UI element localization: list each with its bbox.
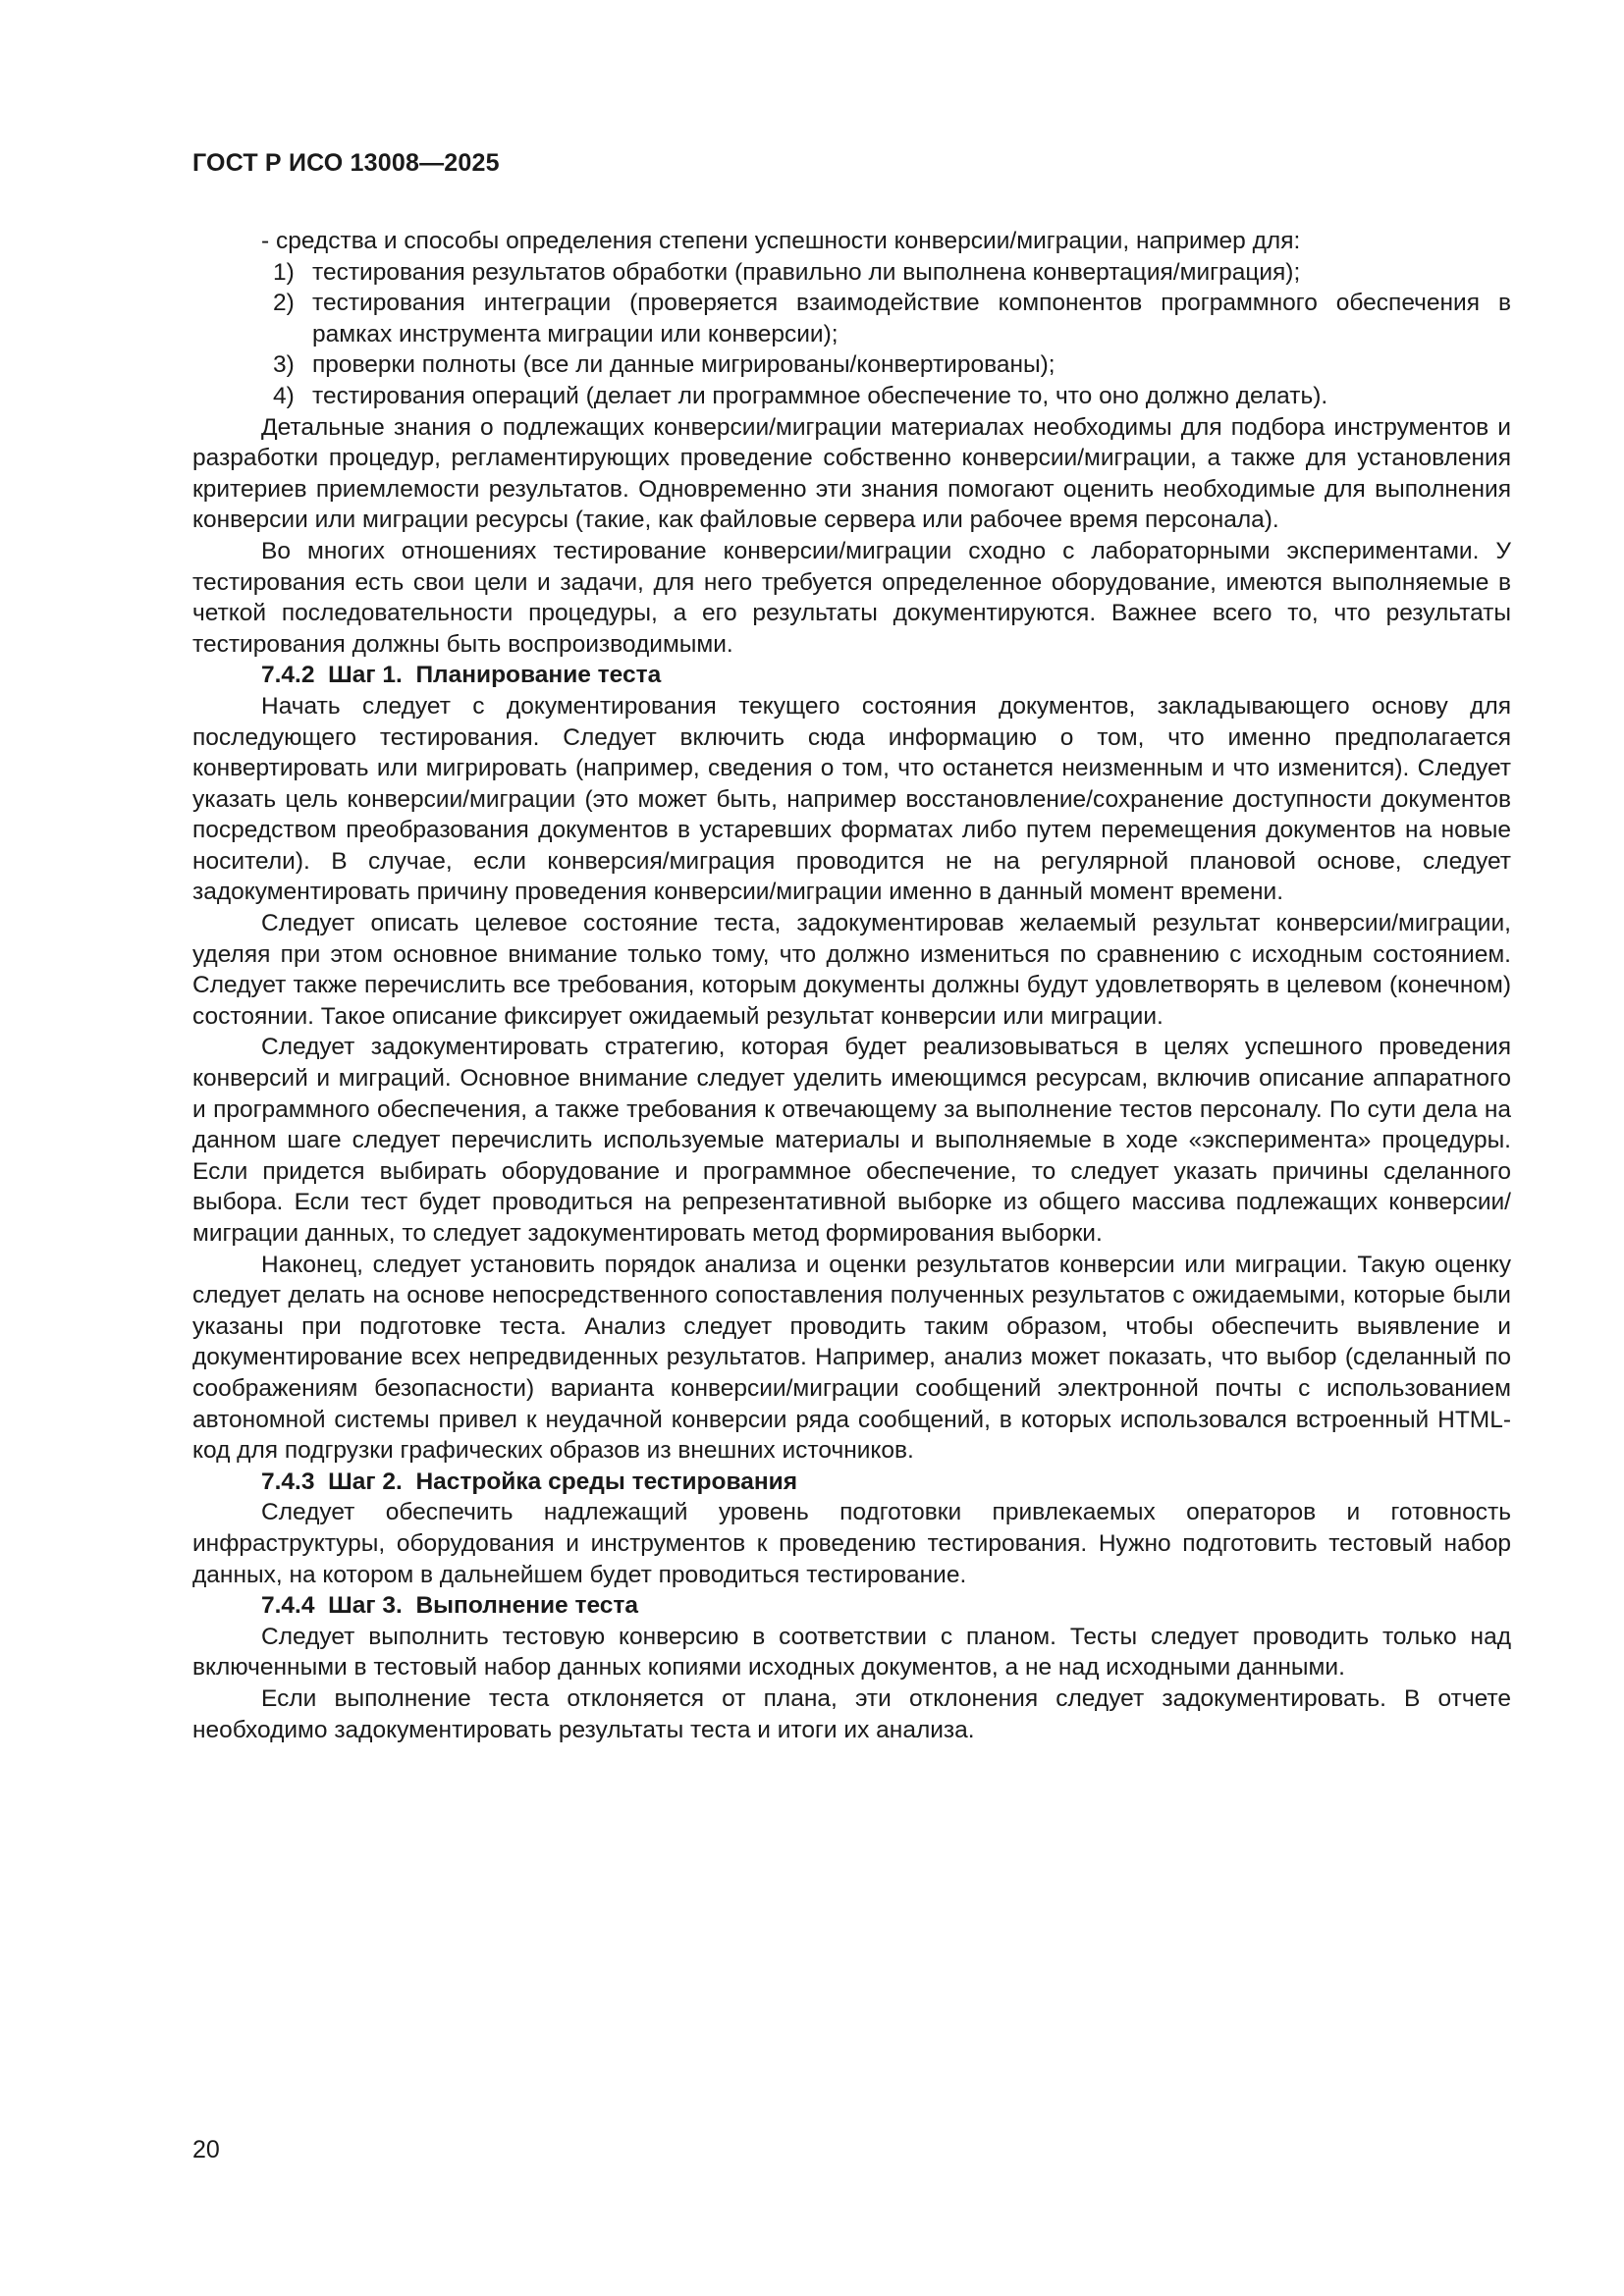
- section-number: 7.4.3: [261, 1468, 315, 1495]
- paragraph: Следует задокументировать стратегию, которая будет реализовываться в целях успешного проведения конверсий и миграций. Основное внимание следует уделить имеющимся ресурсам, включив описание аппаратного и программного обеспечения, а также требования к отвечающему за выполнение тестов персоналу. По сути дела на данном шаге следует перечислить используемые материалы и выполняемые в ходе «эксперимента» процедуры. Если придется выбирать оборудование и программное обеспечение, то следует указать причины сделанного выбора. Если тест будет проводиться на репрезентативной выборке из общего массива подлежащих конверсии/миграции данных, то следует задокументировать метод формирования выборки.: [192, 1034, 1511, 1247]
- list-item-text: проверки полноты (все ли данные мигрированы/конвертированы);: [312, 351, 1056, 379]
- list-item-text: тестирования операций (делает ли программное обеспечение то, что оно должно делать).: [312, 382, 1328, 409]
- section-heading-7-4-2: 7.4.2 Шаг 1. Планирование теста: [261, 662, 662, 689]
- section-number: 7.4.4: [261, 1592, 315, 1620]
- list-item-number: 3): [273, 351, 295, 379]
- document-header: ГОСТ Р ИСО 13008—2025: [192, 149, 500, 177]
- paragraph: Следует выполнить тестовую конверсию в соответствии с планом. Тесты следует проводить только над включенными в тестовый набор данных копиями исходных документов, а не над исходными данными.: [192, 1623, 1511, 1682]
- section-title: Настройка среды тестирования: [415, 1468, 798, 1495]
- page-number: 20: [192, 2136, 220, 2163]
- section-heading-7-4-3: 7.4.3 Шаг 2. Настройка среды тестирования: [261, 1468, 798, 1495]
- list-lead: - средства и способы определения степени успешности конверсии/миграции, например для:: [261, 228, 1301, 254]
- paragraph: Следует описать целевое состояние теста, задокументировав желаемый результат конверсии/миграции, уделяя при этом основное внимание только тому, что должно измениться по сравнению с исходным состоянием. Следует также перечислить все требования, которым документы должны будут удовлетворять в целевом (конечном) состоянии. Такое описание фиксирует ожидаемый результат конверсии или миграции.: [192, 910, 1511, 1030]
- paragraph: Если выполнение теста отклоняется от плана, эти отклонения следует задокументировать. В отчете необходимо задокументировать результаты теста и итоги их анализа.: [192, 1684, 1511, 1743]
- list-item-number: 2): [273, 290, 295, 317]
- list-item: [192, 288, 1511, 349]
- list-item: [192, 257, 1511, 289]
- section-step: Шаг 1: [328, 662, 397, 689]
- section-step: Шаг 2: [328, 1468, 397, 1495]
- paragraph: Следует обеспечить надлежащий уровень подготовки привлекаемых операторов и готовность инфраструктуры, оборудования и инструментов к проведению тестирования. Нужно подготовить тестовый набор данных, на котором в дальнейшем будет проводиться тестирование.: [192, 1499, 1511, 1588]
- list-item-number: 4): [273, 382, 295, 409]
- criteria-list: [192, 257, 1511, 412]
- paragraph: Наконец, следует установить порядок анализа и оценки результатов конверсии или миграции. Такую оценку следует делать на основе непосредственного сопоставления полученных результатов с ожидаемыми, которые были указаны при подготовке теста. Анализ следует проводить таким образом, чтобы обеспечить выявление и документирование всех непредвиденных результатов. Например, анализ может показать, что выбор (сделанный по соображениям безопасности) варианта конверсии/миграции сообщений электронной почты с использованием автономной системы привел к неудачной конверсии ряда сообщений, в которых использовался встроенный HTML-код для подгрузки графических образов из внешних источников.: [192, 1251, 1511, 1465]
- list-item-number: 1): [273, 258, 295, 286]
- paragraph: Начать следует с документирования текущего состояния документов, закладывающего основу для последующего тестирования. Следует включить сюда информацию о том, что именно предполагается конвертировать или мигрировать (например, сведения о том, что останется неизменным и что изменится). Следует указать цель конверсии/миграции (это может быть, например восстановление/сохранение доступности документов посредством преобразования документов в устаревших форматах либо путем перемещения документов на новые носители). В случае, если конверсия/миграция проводится не на регулярной плановой основе, следует задокументировать причину проведения конверсии/миграции именно в данный момент времени.: [192, 692, 1511, 906]
- list-item-text: тестирования интеграции (проверяется взаимодействие компонентов программного обеспечения в рамках инструмента миграции или конверсии);: [312, 290, 1511, 347]
- section-title: Выполнение теста: [415, 1592, 639, 1620]
- section-heading-7-4-4: 7.4.4 Шаг 3. Выполнение теста: [261, 1592, 639, 1620]
- document-body: [192, 226, 1511, 1745]
- paragraph: Детальные знания о подлежащих конверсии/миграции материалах необходимы для подбора инструментов и разработки процедур, регламентирующих проведение собственно конверсии/миграции, а также для установления критериев приемлемости результатов. Одновременно эти знания помогают оценить необходимые для выполнения конверсии или миграции ресурсы (такие, как файловые сервера или рабочее время персонала).: [192, 413, 1511, 534]
- section-number: 7.4.2: [261, 662, 315, 689]
- list-item: [192, 381, 1511, 412]
- list-item: [192, 349, 1511, 381]
- section-step: Шаг 3: [328, 1592, 397, 1620]
- section-title: Планирование теста: [415, 662, 662, 689]
- paragraph: Во многих отношениях тестирование конверсии/миграции сходно с лабораторными экспериментами. У тестирования есть свои цели и задачи, для него требуется определенное оборудование, имеются выполняемые в четкой последовательности процедуры, а его результаты документируются. Важнее всего то, что результаты тестирования должны быть воспроизводимыми.: [192, 537, 1511, 658]
- list-item-text: тестирования результатов обработки (правильно ли выполнена конвертация/миграция);: [312, 258, 1301, 286]
